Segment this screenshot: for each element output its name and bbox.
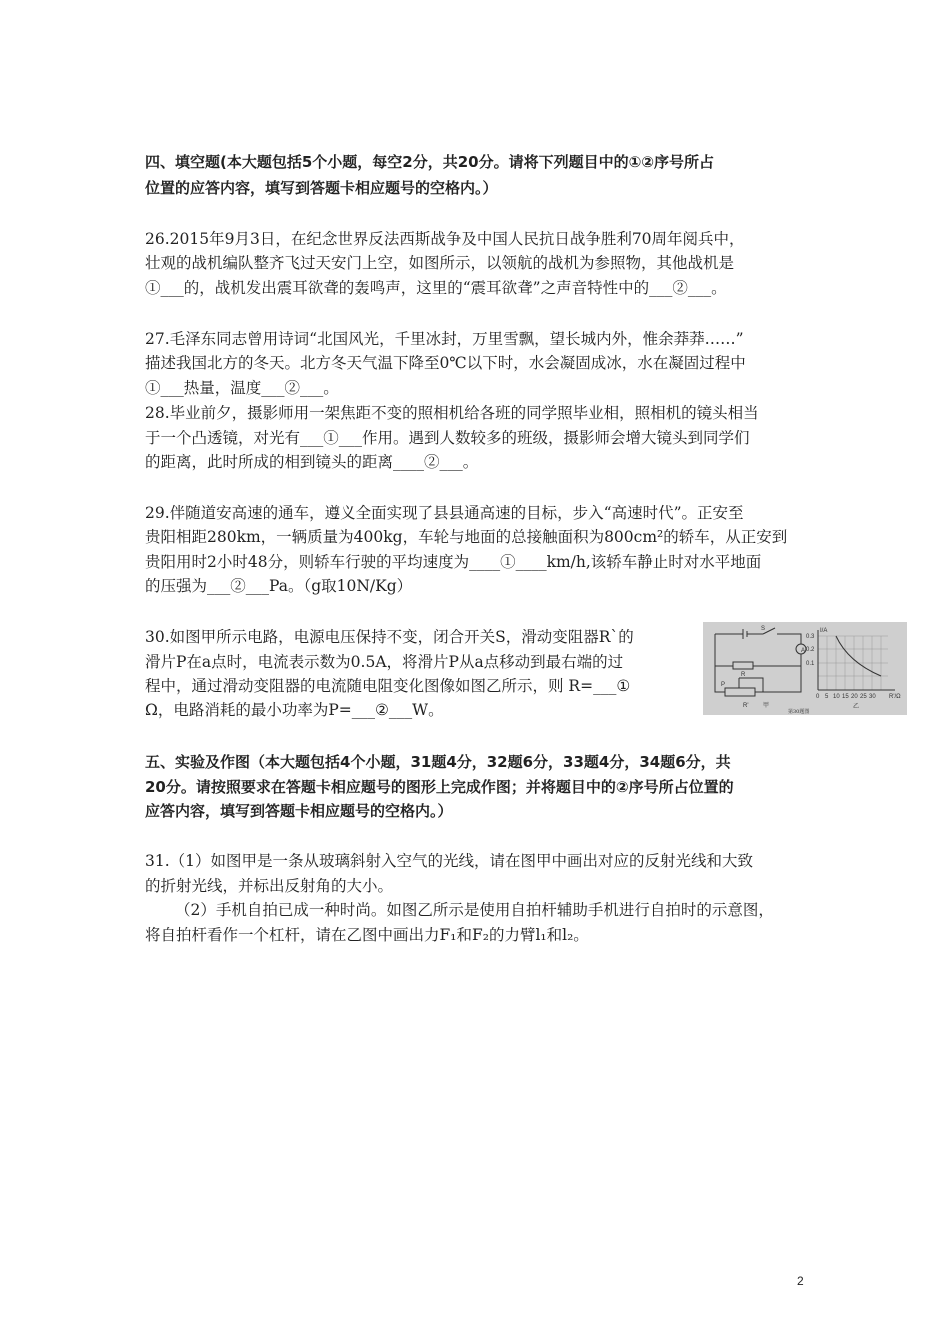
graph-xtick: 5 (825, 694, 829, 700)
svg-text:S: S (761, 626, 766, 632)
graph-ytick: 0.1 (806, 661, 815, 667)
q30-line3: 程中，通过滑动变阻器的电流随电阻变化图像如图乙所示，则 R=___① (145, 677, 631, 695)
q26-line1: 26.2015年9月3日，在纪念世界反法西斯战争及中国人民抗日战争胜利70周年阅兵中， (145, 230, 745, 248)
section5-heading-line3: 应答内容，填写到答题卡相应题号的空格内。） (145, 802, 453, 820)
graph-grid (818, 636, 888, 690)
graph-xtick: 15 (842, 694, 849, 700)
current-resistance-graph (806, 628, 901, 710)
q30-figure-svg (703, 622, 907, 715)
q31-line3: （2）手机自拍已成一种时尚。如图乙所示是使用自拍杆辅助手机进行自拍时的示意图， (175, 901, 774, 919)
graph-ytick: 0.2 (806, 647, 815, 653)
graph-xtick: 0 (816, 694, 820, 700)
section4-heading-line1: 四、填空题(本大题包括5个小题，每空2分，共20分。请将下列题目中的①②序号所占 (145, 153, 715, 171)
svg-text:P: P (721, 682, 726, 688)
q31-line2: 的折射光线，并标出反射角的大小。 (145, 877, 394, 895)
svg-text:A: A (800, 648, 806, 654)
q27-line2: 描述我国北方的冬天。北方冬天气温下降至0℃以下时，水会凝固成冰，水在凝固过程中 (145, 354, 746, 372)
resistor-symbol (733, 662, 753, 669)
page-number: 2 (797, 1274, 804, 1288)
q30-line2: 滑片P在a点时，电流表示数为0.5A，将滑片P从a点移动到最右端的过 (145, 653, 624, 671)
rheostat-symbol (725, 688, 755, 696)
label-jia: 甲 (763, 702, 770, 709)
graph-curve (836, 636, 881, 676)
figure-caption: 第30题图 (788, 709, 810, 715)
q28-line3: 的距离，此时所成的相到镜头的距离____②___。 (145, 453, 479, 471)
section4-heading-line2: 位置的应答内容，填写到答题卡相应题号的空格内。） (145, 179, 498, 197)
graph-xtick: 10 (833, 694, 840, 700)
graph-ytick: 0.3 (806, 634, 815, 640)
graph-ylabel: I/A (820, 628, 828, 634)
section5-heading-line1: 五、实验及作图（本大题包括4个小题，31题4分，32题6分，33题4分，34题6分，共 (145, 753, 731, 771)
q31-line4: 将自拍杆看作一个杠杆，请在乙图中画出力F₁和F₂的力臂l₁和l₂。 (145, 926, 589, 944)
q27-line1: 27.毛泽东同志曾用诗词“北国风光，千里冰封，万里雪飘，望长城内外，惟余莽莽……” (145, 330, 744, 348)
q26-line2: 壮观的战机编队整齐飞过天安门上空，如图所示，以领航的战机为参照物，其他战机是 (145, 254, 735, 272)
q29-line1: 29.伴随道安高速的通车，遵义全面实现了县县通高速的目标，步入“高速时代”。正安至 (145, 504, 744, 522)
q30-figure (703, 622, 907, 715)
svg-text:R': R' (743, 703, 749, 709)
graph-xtick: 20 (851, 694, 858, 700)
label-yi: 乙 (853, 703, 860, 710)
q29-line3: 贵阳用时2小时48分，则轿车行驶的平均速度为____①____km/h,该轿车静止时对水平地面 (145, 553, 762, 571)
q28-line2: 于一个凸透镜，对光有___①___作用。遇到人数较多的班级，摄影师会增大镜头到同学们 (145, 429, 750, 447)
graph-xtick: 30 (869, 694, 876, 700)
q27-line3: ①___热量，温度___②___。 (145, 379, 339, 397)
q30-line4: Ω，电路消耗的最小功率为P=___②___W。 (145, 701, 444, 719)
svg-text:R: R (741, 672, 746, 678)
circuit-diagram (715, 628, 806, 696)
graph-xlabel: R'/Ω (889, 694, 901, 700)
graph-xtick: 25 (860, 694, 867, 700)
q30-line1: 30.如图甲所示电路，电源电压保持不变，闭合开关S，滑动变阻器R`的 (145, 628, 634, 646)
section5-heading-line2: 20分。请按照要求在答题卡相应题号的图形上完成作图；并将题目中的②序号所占位置的 (145, 778, 734, 796)
q28-line1: 28.毕业前夕，摄影师用一架焦距不变的照相机给各班的同学照毕业相，照相机的镜头相当 (145, 404, 759, 422)
q31-line1: 31.（1）如图甲是一条从玻璃斜射入空气的光线，请在图甲中画出对应的反射光线和大致 (145, 852, 754, 870)
q29-line4: 的压强为___②___Pa。（g取10N/Kg） (145, 577, 413, 595)
q29-line2: 贵阳相距280km，一辆质量为400kg，车轮与地面的总接触面积为800cm²的轿车，从正安到 (145, 528, 788, 546)
q26-line3: ①___的，战机发出震耳欲聋的轰鸣声，这里的“震耳欲聋”之声音特性中的___②___。 (145, 279, 727, 297)
